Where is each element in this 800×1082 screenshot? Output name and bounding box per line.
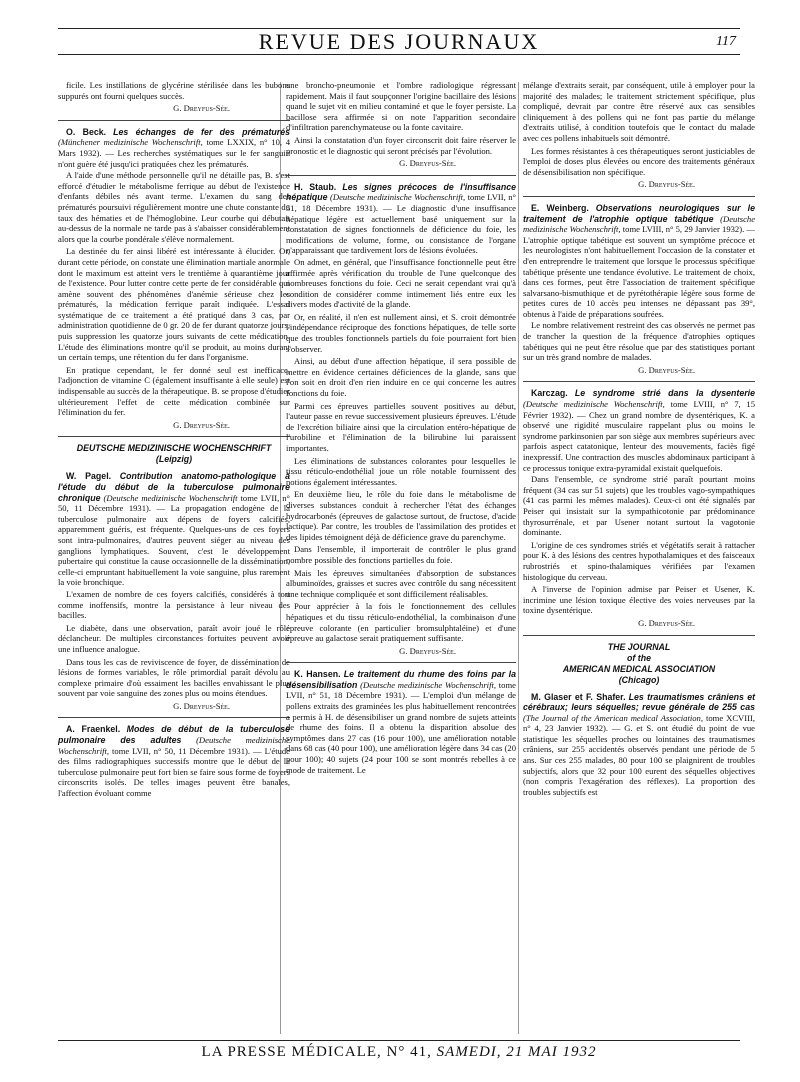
- article-karczag: [523, 388, 755, 628]
- article-reference: tome LVIII, n° 5, 29 Janvier 1932). — L'atrophie optique tabétique est souvent un symptôme précoce et les neurologistes n'ont habituellement l'occasion de la constater et d'en entreprendre le traitement que lorsque le processus spécifique tabétique présente une tendance évolutive. Le traitement de choix, dans ces formes, peut être l'association de traitement spécifique salvarsano-bismuthique et de pyrétothérapie légère sous forme de petites cures de 10 accès peu intenses ne dépassant pas 39°, obtenus à l'aide de préparations soufrées.: [523, 224, 755, 319]
- paragraph: Or, en réalité, il n'en est nullement ainsi, et S. croit démontrée l'indépendance réciproque des fonctions hépatiques, de telle sorte que des troubles fonctionnels partiels du foie pourraient fort bien s'observer.: [286, 311, 516, 354]
- page-number: 117: [716, 34, 736, 49]
- paragraph: Mais les épreuves simultanées d'absorption de substances albuminoïdes, graisses et sucres avec contrôle du sang nécessitent une technique compliquée et sont difficilement réalisables.: [286, 567, 516, 599]
- column-left: [58, 80, 290, 803]
- section-city: (Chicago): [618, 674, 660, 685]
- article-hansen: [286, 669, 516, 775]
- paragraph: Le nombre relativement restreint des cas observés ne permet pas de trancher la question de la fréquence d'atrophies optiques tabétiques qui ne peut être résolue que par des statistiques portant sur un très grand nombre de malades.: [523, 320, 755, 363]
- paragraph: A l'aide d'une méthode personnelle qu'il ne détaille pas, B. s'est efforcé d'étudier le métabolisme ferrique au début de l'existence d'enfants débiles nés avant terme. L'examen du sang des prématurés poursuivi régulièrement montre une chute constante du taux des hématies et de l'hémoglobine. Leur courbe qui débutait au-dessus de la normale ne tarde pas à s'abaisser considérablement alors que la courbe pondérale s'élève normalement.: [58, 170, 290, 244]
- paragraph: Les formes résistantes à ces thérapeutiques seront justiciables de l'emploi de doses plus élevées ou encore des traitements généraux de désensibilisation non spécifique.: [523, 145, 755, 177]
- section-city: (Leipzig): [155, 454, 193, 465]
- article-title: Les traumatismes crâniens et cérébraux; leurs séquelles; revue générale de 255 cas: [523, 691, 756, 713]
- section-journal-name: AMERICAN MEDICAL ASSOCIATION: [562, 663, 716, 674]
- article-weinberg: [523, 203, 755, 376]
- article-reference: tome LVII, n° 50, 11 Décembre 1931). — La propagation endogène de la tuberculose pulmonaire aux dépens de foyers calcifiés, apparemment guéris, est fréquente. Quelques-uns de ces foyers sont intra-pulmonaires, d'autres peuvent siéger au niveau des ganglions lymphatiques. Souvent, c'est le développement pubertaire qui constitue la cause occasionnelle de la dissémination, celle-ci empruntant habituellement la voie sanguine, plus rarement la voie bronchique.: [58, 492, 290, 588]
- article-source: (Deutsche medizinische Wochenschrift,: [360, 679, 496, 690]
- footer-journal: LA PRESSE MÉDICALE,: [201, 1044, 382, 1060]
- article-divider: [58, 120, 290, 121]
- article-reference: tome LVII, n° 51, 18 Décembre 1931). — L'emploi d'un mélange de pollens extraits des graminées les plus habituellement rencontrées a permis à H. de désensibiliser un grand nombre de sujets atteints de rhume des foins. Il a obtenu la disparition absolue des symptômes dans 27 cas (16 pour 100), une amélioration notable dans 68 cas (40 pour 100), une amélioration légère dans 34 cas (20 pour 100); 40 sujets (24 pour 100 se sont montrés rebelles à ce mode de traitement. Le: [286, 679, 516, 775]
- article-title: Le traitement du rhume des foins par la désensibilisation: [286, 669, 517, 690]
- signature: G. Dreyfus-Sée.: [399, 158, 456, 169]
- article-title: Les signes précoces de l'insuffisance hépatique: [286, 181, 516, 203]
- article-reference: tome XCVIII, n° 4, 23 Janvier 1932). — G. et S. ont étudié du point de vue statistique les séquelles proches ou lointaines des traumatismes crâniens, sur 255 accidentés observés pendant une période de 5 ans. Sur ces 255 malades, 80 pour 100 se plaignirent de troubles subjectifs, alors que 32 pour 100 eurent des séquelles objectives (non compris l'exagération des réflexes). La proportion des troubles subjectifs est: [523, 712, 755, 797]
- article-beck: [58, 127, 290, 431]
- article-divider: [286, 662, 516, 663]
- article-author: M. Glaser et F. Shafer.: [531, 691, 626, 702]
- article-source: (Deutsche medizinische Wochenschrift,: [523, 213, 756, 235]
- paragraph: Dans tous les cas de reviviscence de foyer, de dissémination de lésions de formes variables, le rôle primordial paraît dévolu au complexe primaire d'où essaiment les bacilles envahissant le plus souvent par voie sanguine des zones plus ou moins étendues.: [58, 656, 290, 699]
- article-header: [523, 692, 755, 798]
- footer-text: [58, 1044, 740, 1061]
- article-reference: tome LVII, n° 51, 18 Décembre 1931). — Le diagnostic d'une insuffisance hépatique légère est actuellement basé uniquement sur la constatation de signes fonctionnels de déficience du foie, les modifications de volume, forme, ou consistance de l'organe n'apparaissant que tardivement lors de lésions évoluées.: [286, 192, 516, 256]
- article-reference: tome LVII, n° 50, 11 Décembre 1931). — L'étude des films radiographiques successifs montre que le début de la tuberculose pulmonaire peut fort bien se faire sous forme de foyers circonscrits isolés. De telles images peuvent être banales, l'affection évoluant comme: [58, 745, 291, 799]
- article-glaser: [523, 692, 755, 798]
- paragraph: Pour apprécier à la fois le fonctionnement des cellules hépatiques et du tissu réticulo-endothélial, la combinaison d'une épreuve colorante (en particulier bromsulphtaléine) et d'une épreuve au galactose serait pratiquement suffisante.: [286, 601, 516, 644]
- footer-rule: [58, 1040, 740, 1041]
- article-header: [523, 388, 755, 473]
- page-header: [58, 20, 740, 64]
- article-source: (The Journal of the American medical Association,: [523, 712, 703, 723]
- article-divider: [58, 436, 290, 437]
- article-title: Observations neurologiques sur le traitement de l'atrophie optique tabétique: [523, 202, 755, 224]
- article-divider: [286, 175, 516, 176]
- paragraph: On admet, en général, que l'insuffisance fonctionnelle peut être affirmée après vérification du trouble de l'une quelconque des nombreuses fonctions du foie. Ceci ne serait cependant vrai qu'à condition de considérer comme intimement liés entre eux les divers modes d'activité de la glande.: [286, 256, 516, 310]
- page-title: REVUE DES JOURNAUX: [258, 29, 540, 54]
- paragraph: Dans l'ensemble, il importerait de contrôler le plus grand nombre possible des fonctions partielles du foie.: [286, 544, 516, 565]
- paragraph: Ainsi, au début d'une affection hépatique, il sera possible de mettre en évidence certaines déficiences de la glande, sans que l'on soit en droit d'en rien induire en ce qui concerne les autres fonctions du foie.: [286, 356, 516, 399]
- article-reference: tome LVIII, n° 7, 15 Février 1932). — Chez un grand nombre de dysentériques, K. a observé une rigidité musculaire rappelant plus ou moins le syndrome parkinsonien par son siège aux membres supérieurs avec parfois aspect catatonique, lenteur des mouvements, faciès figé inexpressif. Une contraction des muscles abdominaux participant à ce processus tonique extra-pyramidal existait quelquefois.: [523, 399, 756, 473]
- paragraph: En pratique cependant, le fer donné seul est inefficace, l'adjonction de vitamine C (également insuffisante à elle seule) est indispensable au succès de la thérapeutique. B. se propose d'étudier ultérieurement l'effet de cette médication combinée sur l'élimination du fer.: [58, 364, 290, 418]
- paragraph: Les éliminations de substances colorantes pour lesquelles le tissu réticulo-endothélial joue un rôle notable fournissent des notions également intéressantes.: [286, 455, 516, 487]
- footer-date: SAMEDI, 21 MAI 1932: [436, 1044, 597, 1060]
- column-right: [523, 80, 755, 801]
- article-source: (Münchener medizinische Wochenschrift,: [58, 137, 203, 148]
- signature: G. Dreyfus-Sée.: [173, 103, 230, 114]
- footer-number: N° 41,: [386, 1044, 432, 1060]
- article-header: [286, 182, 516, 256]
- section-journal-name: THE JOURNAL: [607, 641, 671, 652]
- paragraph: ficile. Les instillations de glycérine stérilisée dans les bubons suppurés ont fourni quelques succès.: [58, 80, 290, 101]
- article-author: K. Hansen.: [294, 669, 341, 680]
- paragraph: Dans l'ensemble, ce syndrome strié paraît pourtant moins fréquent (34 cas sur 51 sujets) que les troubles vago-sympathiques (41 cas parmi les mêmes malades). Ceux-ci ont été signalés par Peiser qui insistait sur la sympathicotonie par prédominance thyrosurrénale, et par Usener notant surtout la vagotonie dominante.: [523, 474, 755, 538]
- paragraph: La destinée du fer ainsi libéré est intéressante à élucider. Or, durant cette période, on constate une élimination martiale anormale dont le maximum est atteint vers le trentième à quarantième jour de l'existence. Pour lutter contre cette perte de fer considérable qui amène souvent des phénomènes d'anémie sérieuse chez les prématurés, la médication ferrique paraît indiquée. L'essai systématique de ce traitement a été pratiqué dans 3 cas, par administration quotidienne de 0 gr. 20 de fer durant quatorze jours, puis suppression les quatorze jours suivants de cette médication. L'étude des éliminations montre qu'il se produit, au moins durant un certain temps, une rétention du fer dans l'organisme.: [58, 246, 290, 363]
- article-title: Contribution anatomo-pathologique à l'étude du début de la tuberculose pulmonaire chronique: [58, 471, 290, 503]
- article-pagel: [58, 471, 290, 711]
- article-author: A. Fraenkel.: [66, 724, 121, 735]
- article-title: Les échanges de fer des prématurés: [113, 126, 290, 137]
- article-divider: [523, 635, 755, 636]
- article-header: [58, 471, 290, 588]
- signature: G. Dreyfus-Sée.: [638, 617, 695, 628]
- article-reference: tome LXXIX, n° 10, 4 Mars 1932). — Les recherches systématiques sur le fer sanguin n'ont guère été jusqu'ici pratiquées chez les prématurés.: [58, 137, 290, 169]
- column-divider: [518, 82, 519, 1034]
- article-header: [523, 203, 755, 320]
- page-footer: [58, 1040, 740, 1070]
- article-source: (Deutsche medizinische Wochenschrift: [103, 492, 238, 503]
- article-header: [58, 127, 290, 169]
- article-source: (Deutsche medizinische Wochenschrift,: [330, 192, 466, 203]
- paragraph: mélange d'extraits serait, par conséquent, utile à employer pour la majorité des malades; le traitement strictement spécifique, plus compliqué, devrait par contre être réservé aux cas sensibles cliniquement à des pollens qui ne font pas partie du mélange d'extraits utilisé, à condition toutefois que le contact du malade avec ces pollens inhabituels soit démontré.: [523, 80, 755, 143]
- paragraph: Parmi ces épreuves partielles souvent positives au début, l'auteur passe en revue successivement plusieurs épreuves. L'étude de l'excrétion biliaire ainsi que la circulation entéro-hépatique de l'urobiline et l'élimination de la bilirubine lui paraissent importantes.: [286, 400, 516, 453]
- paragraph: Ainsi la constatation d'un foyer circonscrit doit faire réserver le pronostic et le diagnostic qui seront précisés par l'évolution.: [286, 134, 516, 156]
- article-divider: [58, 717, 290, 718]
- article-author: E. Weinberg.: [531, 202, 589, 213]
- paragraph: A l'inverse de l'opinion admise par Peiser et Usener, K. incrimine une lésion toxique élective des voies nerveuses par la toxine dysentérique.: [523, 584, 755, 616]
- column-middle: [286, 80, 516, 779]
- article-author: Karczag.: [531, 388, 568, 399]
- article-staub: [286, 182, 516, 657]
- article-divider: [523, 196, 755, 197]
- signature: G. Dreyfus-Sée.: [638, 179, 695, 190]
- paragraph: L'origine de ces syndromes striés et végétatifs serait à rattacher pour K. à des lésions des centres hypothalamiques et des faisceaux rubrostriés et spino-thalamiques vérifiées par l'examen histologique du cerveau.: [523, 539, 755, 582]
- article-author: O. Beck.: [66, 126, 107, 137]
- article-author: H. Staub.: [294, 181, 337, 192]
- paragraph: Le diabète, dans une observation, paraît avoir joué le rôle déclancheur. De multiples circonstances fortuites peuvent avoir une influence analogue.: [58, 622, 290, 654]
- article-header: [286, 669, 516, 775]
- article-fraenkel: [58, 724, 290, 798]
- article-title: Le syndrome strié dans la dysenterie: [574, 388, 755, 399]
- paragraph: L'examen de nombre de ces foyers calcifiés, considérés à tort comme inoffensifs, montre la persistance à leur niveau des bacilles.: [58, 588, 290, 621]
- section-journal-name: DEUTSCHE MEDIZINISCHE WOCHENSCHRIFT: [76, 443, 272, 454]
- signature: G. Dreyfus-Sée.: [399, 645, 456, 656]
- section-heading: [58, 443, 290, 465]
- signature: G. Dreyfus-Sée.: [173, 700, 230, 711]
- paragraph: une broncho-pneumonie et l'ombre radiologique régressant rapidement. Mais il faut soupçonner l'origine bacillaire des lésions quand le sujet vit en milieu contaminé et que le foyer persiste. La bacillose sera affirmée si on note l'apparition secondaire d'infiltration parenchymateuse ou la fonte cavitaire.: [286, 80, 516, 133]
- article-author: W. Pagel.: [66, 471, 112, 482]
- signature: G. Dreyfus-Sée.: [173, 419, 230, 430]
- paragraph: En deuxième lieu, le rôle du foie dans le métabolisme de diverses substances conduit à rechercher l'état des échanges hydrocarbonés (épreuves de galactose surtout, de fructose, d'acide lactique). Par contre, les troubles de l'assimilation des protides et des lipides témoignent déjà de déficience grave du parenchyme.: [286, 489, 516, 542]
- article-source: (Deutsche medizinische Wochenschrift,: [523, 399, 665, 410]
- article-divider: [523, 381, 755, 382]
- section-journal-name: of the: [627, 652, 651, 663]
- article-title: Modes de début de la tuberculose pulmonaire des adultes: [58, 724, 290, 746]
- header-bottom-rule: [58, 54, 740, 55]
- signature: G. Dreyfus-Sée.: [638, 364, 695, 375]
- article-header: [58, 724, 290, 798]
- section-heading: [523, 642, 755, 686]
- article-source: (Deutsche medizinische Wochenschrift,: [58, 735, 290, 756]
